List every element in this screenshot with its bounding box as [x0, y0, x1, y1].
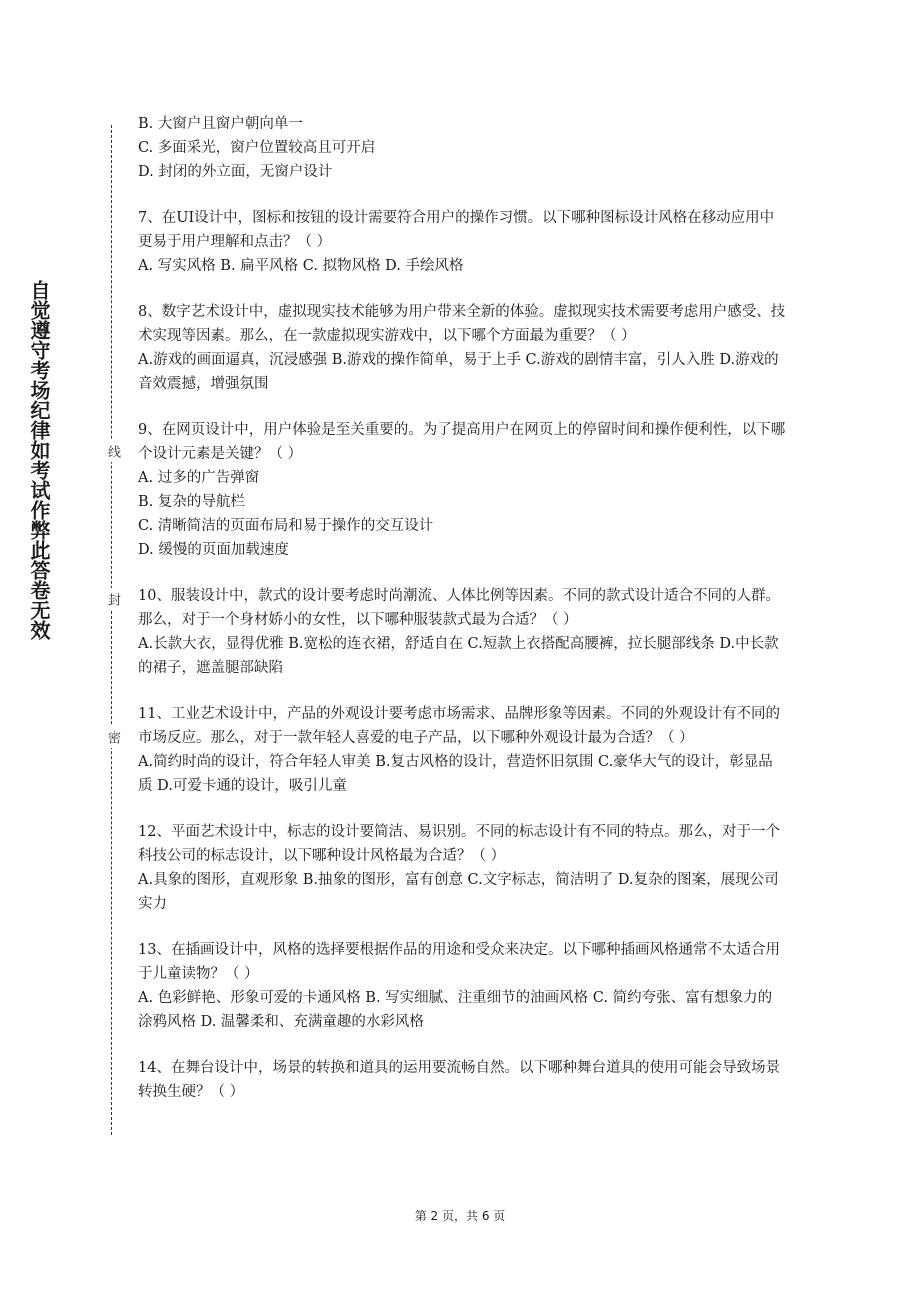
option-line: B. 复杂的导航栏 — [138, 494, 245, 510]
question-options: A.具象的图形，直观形象 B.抽象的图形，富有创意 C.文字标志，简洁明了 D.复杂的图案，展现公司实力 — [138, 872, 779, 912]
option-line: B. 大窗户且窗户朝向单一 — [138, 116, 303, 132]
question-6-options — [138, 112, 786, 184]
question-9 — [138, 418, 786, 562]
question-options: A.游戏的画面逼真，沉浸感强 B.游戏的操作简单，易于上手 C.游戏的剧情丰富，引人入胜 D.游戏的音效震撼，增强氛围 — [138, 352, 779, 392]
question-11 — [138, 702, 786, 798]
question-12 — [138, 820, 786, 916]
question-options: A.长款大衣，显得优雅 B.宽松的连衣裙，舒适自在 C.短款上衣搭配高腰裤，拉长腿部线条 D.中长款的裙子，遮盖腿部缺陷 — [138, 636, 779, 676]
page-footer: 第 2 页，共 6 页 — [414, 1209, 506, 1223]
question-stem: 8、数字艺术设计中，虚拟现实技术能够为用户带来全新的体验。虚拟现实技术需要考虑用户感受、技术实现等因素。那么，在一款虚拟现实游戏中，以下哪个方面最为重要？（ ） — [138, 304, 786, 344]
question-options: A. 写实风格 B. 扁平风格 C. 拟物风格 D. 手绘风格 — [138, 258, 464, 274]
binding-mark-secret: 密 — [103, 726, 121, 748]
binding-mark-seal: 封 — [103, 588, 121, 610]
question-stem: 9、在网页设计中，用户体验是至关重要的。为了提高用户在网页上的停留时间和操作便利性，以下哪个设计元素是关键？（ ） — [138, 422, 786, 462]
question-options: A.简约时尚的设计，符合年轻人审美 B.复古风格的设计，营造怀旧氛围 C.豪华大气的设计，彰显品质 D.可爱卡通的设计，吸引儿童 — [138, 754, 773, 794]
question-14 — [138, 1056, 786, 1104]
binding-dashed-line — [111, 125, 112, 1135]
option-line: C. 清晰简洁的页面布局和易于操作的交互设计 — [138, 518, 434, 534]
question-stem: 14、在舞台设计中，场景的转换和道具的运用要流畅自然。以下哪种舞台道具的使用可能会导致场景转换生硬？（ ） — [138, 1060, 780, 1100]
question-13 — [138, 938, 786, 1034]
question-8 — [138, 300, 786, 396]
question-stem: 7、在UI设计中，图标和按钮的设计需要符合用户的操作习惯。以下哪种图标设计风格在移动应用中更易于用户理解和点击？（ ） — [138, 210, 775, 250]
question-stem: 13、在插画设计中，风格的选择要根据作品的用途和受众来决定。以下哪种插画风格通常不太适合用于儿童读物？（ ） — [138, 942, 780, 982]
option-line: D. 缓慢的页面加载速度 — [138, 542, 289, 558]
option-line: A. 过多的广告弹窗 — [138, 470, 260, 486]
binding-mark-line: 线 — [103, 440, 121, 462]
option-line: D. 封闭的外立面，无窗户设计 — [138, 164, 333, 180]
exam-discipline-notice: 自觉遵守考场纪律如考试作弊此答卷无效 — [27, 280, 51, 640]
question-stem: 10、服装设计中，款式的设计要考虑时尚潮流、人体比例等因素。不同的款式设计适合不同的人群。那么，对于一个身材娇小的女性，以下哪种服装款式最为合适？（ ） — [138, 588, 780, 628]
question-10 — [138, 584, 786, 680]
question-options: A. 色彩鲜艳、形象可爱的卡通风格 B. 写实细腻、注重细节的油画风格 C. 简约夸张、富有想象力的涂鸦风格 D. 温馨柔和、充满童趣的水彩风格 — [138, 990, 773, 1030]
question-7 — [138, 206, 786, 278]
question-stem: 12、平面艺术设计中，标志的设计要简洁、易识别。不同的标志设计有不同的特点。那么，对于一个科技公司的标志设计，以下哪种设计风格最为合适？（ ） — [138, 824, 780, 864]
exam-content — [138, 112, 786, 1104]
option-line: C. 多面采光，窗户位置较高且可开启 — [138, 140, 376, 156]
question-stem: 11、工业艺术设计中，产品的外观设计要考虑市场需求、品牌形象等因素。不同的外观设计有不同的市场反应。那么，对于一款年轻人喜爱的电子产品，以下哪种外观设计最为合适？（ ） — [138, 706, 780, 746]
